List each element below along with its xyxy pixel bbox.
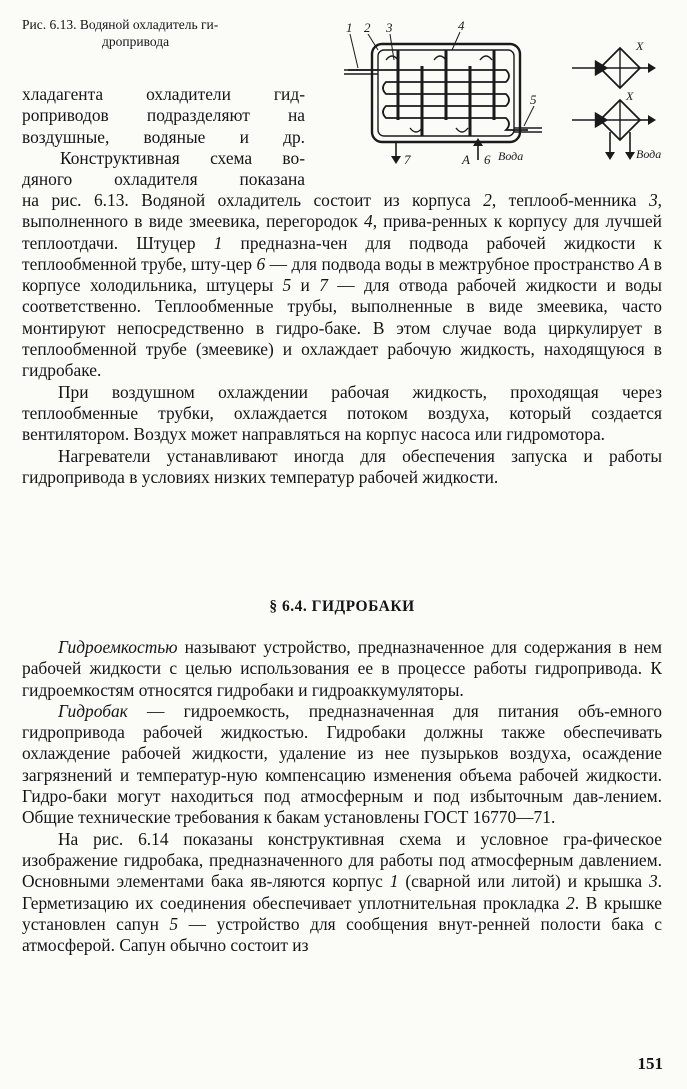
paragraph-cooler-description: на рис. 6.13. Водяной охладитель состоит из корпуса 2, теплооб-менника 3, выполненного в виде змеевика, перегородок 4, прива-ренных к корпусу для лучшей теплоотдачи. Штуцер 1 предназна-чен для подвода рабочей жидкости к теплообменной трубе, шту-цер 6 — для подвода воды в межтрубное пространство А в корпусе холодильника, штуцеры 5 и 7 — для отвода рабочей жидкости и воды соответственно. Теплообменные трубы, выполненные в виде змеевика, часто монтируют непосредственно в гидро-баке. В этом случае вода циркулирует в теплообменной трубе (змеевике) и охлаждает рабочую жидкость, находящуюся в гидробаке.: [22, 190, 663, 381]
label-4: 4: [458, 20, 465, 33]
side-line: дяного охладителя показана: [22, 169, 305, 190]
side-line: Конструктивная схема во-: [60, 147, 305, 168]
main-text-block: [22, 190, 662, 488]
side-line: роприводов подразделяют на: [22, 105, 305, 126]
coil: [348, 70, 528, 130]
page-number: 151: [637, 1054, 663, 1073]
figure-caption: [22, 16, 312, 50]
paragraph-heaters: Нагреватели устанавливают иногда для обеспечения запуска и работы гидропривода в условиях низких температур рабочей жидкости.: [22, 445, 662, 487]
label-7: 7: [404, 152, 411, 167]
label-6: 6: [484, 152, 491, 167]
paragraph-hydro-capacity: Гидроемкостью называют устройство, предназначенное для содержания в нем рабочей жидкости с целью использования ее в процессе работы гидропривода. К гидроемкостям относятся гидробаки и гидроаккумуляторы.: [22, 637, 662, 700]
caption-line-1: Рис. 6.13. Водяной охладитель ги-: [22, 17, 219, 32]
section-text-block: [22, 637, 662, 956]
label-3: 3: [386, 20, 393, 35]
label-x-1: X: [636, 39, 644, 53]
label-2: 2: [364, 20, 371, 35]
paragraph-air-cooling: При воздушном охлаждении рабочая жидкость, проходящая через теплообменные трубки, охлаждается потоком воздуха, который создается вентилятором. Воздух может направляться на корпус насоса или гидромотора.: [22, 381, 662, 445]
caption-line-2: дропривода: [102, 34, 170, 49]
paragraph-hydro-tank: Гидробак — гидроемкость, предназначенная для питания объ-емного гидропривода рабочей жидкостью. Гидробаки должны также обеспечивать охлаждение рабочей жидкости, удаление из нее пузырьков воздуха, осаждение загрязнений и температур-ную компенсацию изменения объема рабочей жидкости. Гидро-баки могут находиться под атмосферным и под избыточным дав-лением. Общие технические требования к бакам установлены ГОСТ 16770—71.: [22, 700, 662, 828]
paragraph-tank-design: На рис. 6.14 показаны конструктивная схема и условное гра-фическое изображение гидробака, предназначенного для работы под атмосферным давлением. Основными элементами бака яв-ляются корпус 1 (сварной или литой) и крышка 3. Герметизацию их соединения обеспечивает уплотнительная прокладка 2. В крышке установлен сапун 5 — устройство для сообщения внут-ренней полости бака с атмосферой. Сапун обычно состоит из: [22, 828, 662, 956]
label-x-2: X: [626, 89, 634, 103]
label-5: 5: [530, 92, 537, 107]
label-A: А: [462, 152, 470, 167]
water-cooler-diagram: [338, 20, 670, 170]
section-heading: § 6.4. ГИДРОБАКИ: [269, 598, 415, 615]
label-water-1: Вода: [498, 149, 524, 163]
label-1: 1: [346, 20, 353, 35]
label-water-2: Вода: [636, 147, 662, 161]
side-text-block: [22, 84, 305, 190]
side-line: хладагента охладители гид-: [22, 84, 305, 104]
side-line: воздушные, водяные и др.: [22, 126, 305, 147]
